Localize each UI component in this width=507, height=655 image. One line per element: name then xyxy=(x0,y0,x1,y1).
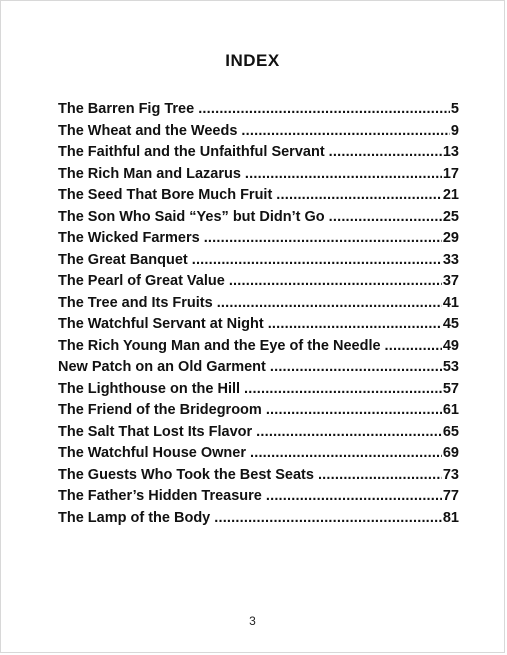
index-entry xyxy=(58,209,459,231)
index-entry xyxy=(58,295,459,317)
dot-leader xyxy=(256,424,442,440)
dot-leader xyxy=(204,230,442,246)
index-entry xyxy=(58,445,459,467)
dot-leader xyxy=(270,359,442,375)
index-entry xyxy=(58,402,459,424)
index-entry-title: The Great Banquet xyxy=(58,251,188,268)
index-entry-page: 69 xyxy=(442,445,459,461)
index-entry-title: The Faithful and the Unfaithful Servant xyxy=(58,144,325,160)
dot-leader xyxy=(214,510,442,526)
index-entry-page: 65 xyxy=(442,423,459,440)
index-entry-title: The Pearl of Great Value xyxy=(58,273,225,289)
index-entry-title: The Lamp of the Body xyxy=(58,509,211,526)
dot-leader xyxy=(385,338,442,354)
index-entry-title: The Seed That Bore Much Fruit xyxy=(58,187,273,203)
index-entry xyxy=(58,230,459,252)
index-entry-page: 9 xyxy=(450,122,459,139)
index-entry-title: The Salt That Lost Its Flavor xyxy=(58,423,253,440)
dot-leader xyxy=(276,187,442,203)
index-entry xyxy=(58,338,459,360)
dot-leader xyxy=(329,209,442,225)
index-entry xyxy=(58,488,459,510)
page-title: INDEX xyxy=(225,51,280,70)
index-entry xyxy=(58,316,459,338)
dot-leader xyxy=(192,252,442,268)
index-list xyxy=(58,101,459,531)
index-entry-page: 49 xyxy=(442,337,459,354)
index-entry-page: 37 xyxy=(442,273,459,289)
dot-leader xyxy=(198,101,450,117)
index-entry-title: New Patch on an Old Garment xyxy=(58,359,266,375)
index-entry-title: The Rich Man and Lazarus xyxy=(58,165,241,182)
index-entry-title: The Wicked Farmers xyxy=(58,230,200,246)
dot-leader xyxy=(229,273,442,289)
index-entry-title: The Barren Fig Tree xyxy=(58,101,195,117)
index-entry xyxy=(58,359,459,381)
index-entry xyxy=(58,123,459,145)
index-entry xyxy=(58,424,459,446)
index-entry xyxy=(58,381,459,403)
index-entry-title: The Lighthouse on the Hill xyxy=(58,380,241,397)
index-entry-title: The Wheat and the Weeds xyxy=(58,122,238,139)
page-number: 3 xyxy=(249,614,256,628)
index-entry-title: The Friend of the Bridegroom xyxy=(58,402,262,418)
index-entry-title: The Watchful House Owner xyxy=(58,445,246,461)
index-entry-title: The Father’s Hidden Treasure xyxy=(58,488,262,504)
dot-leader xyxy=(266,488,442,504)
index-entry-page: 73 xyxy=(442,466,459,483)
index-entry xyxy=(58,101,459,123)
index-entry-page: 81 xyxy=(442,509,459,526)
dot-leader xyxy=(250,445,442,461)
index-entry-page: 13 xyxy=(442,144,459,160)
index-entry-title: The Watchful Servant at Night xyxy=(58,316,264,332)
index-entry xyxy=(58,510,459,532)
index-entry-page: 25 xyxy=(442,208,459,225)
dot-leader xyxy=(268,316,442,332)
index-entry xyxy=(58,187,459,209)
index-entry-page: 5 xyxy=(450,101,459,117)
dot-leader xyxy=(245,166,442,182)
index-entry xyxy=(58,467,459,489)
index-entry-page: 29 xyxy=(442,230,459,246)
dot-leader xyxy=(217,295,442,311)
index-entry-page: 53 xyxy=(442,359,459,375)
dot-leader xyxy=(329,144,442,160)
index-entry-page: 21 xyxy=(442,187,459,203)
index-entry-page: 77 xyxy=(442,488,459,504)
dot-leader xyxy=(266,402,442,418)
index-entry-title: The Tree and Its Fruits xyxy=(58,294,213,311)
index-entry xyxy=(58,252,459,274)
index-entry-page: 41 xyxy=(442,294,459,311)
index-entry xyxy=(58,273,459,295)
index-entry-title: The Rich Young Man and the Eye of the Needle xyxy=(58,337,381,354)
dot-leader xyxy=(241,123,450,139)
index-entry xyxy=(58,144,459,166)
index-entry-page: 61 xyxy=(442,402,459,418)
index-entry-page: 45 xyxy=(442,316,459,332)
index-entry-page: 33 xyxy=(442,251,459,268)
index-entry xyxy=(58,166,459,188)
index-entry-page: 17 xyxy=(442,165,459,182)
index-entry-title: The Son Who Said “Yes” but Didn’t Go xyxy=(58,208,325,225)
index-entry-page: 57 xyxy=(442,380,459,397)
index-entry-title: The Guests Who Took the Best Seats xyxy=(58,466,314,483)
dot-leader xyxy=(244,381,442,397)
dot-leader xyxy=(318,467,442,483)
